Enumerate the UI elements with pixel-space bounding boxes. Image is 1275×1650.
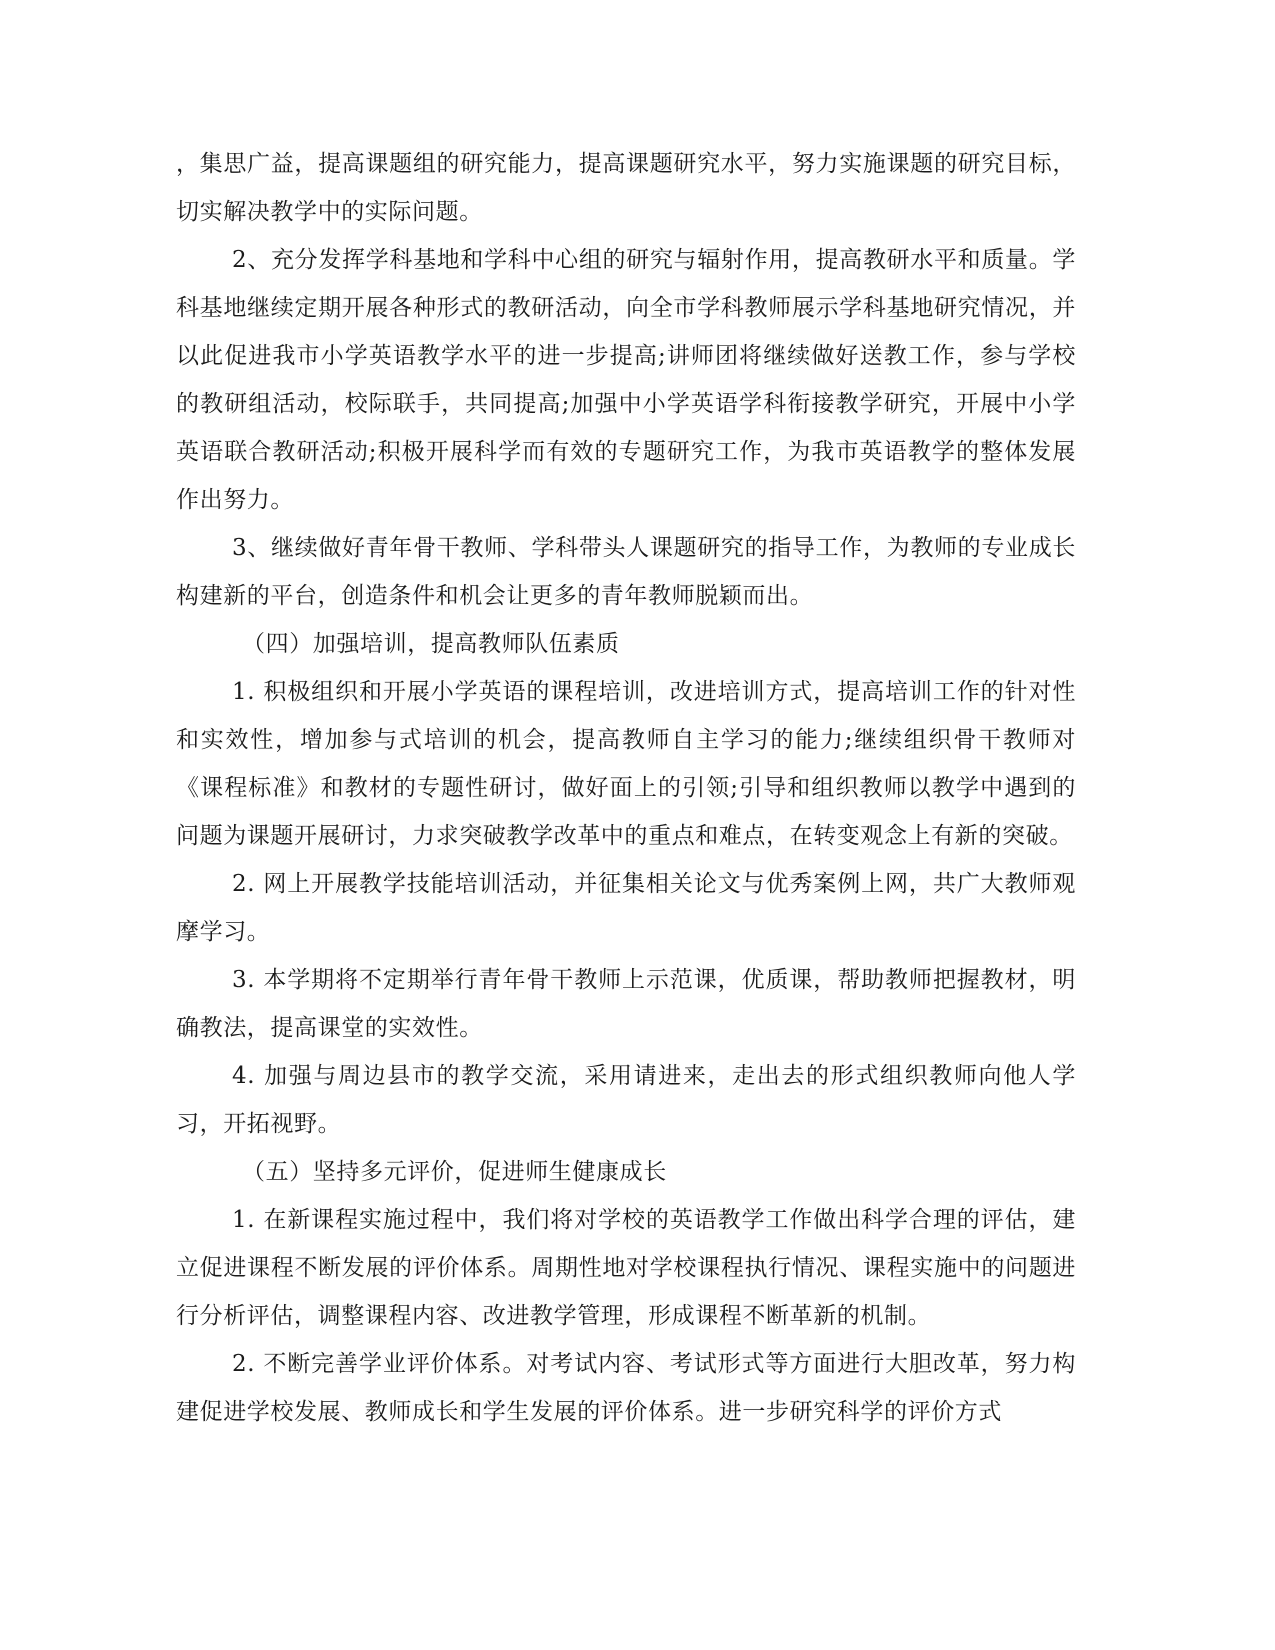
paragraph-evaluation-2: 2. 不断完善学业评价体系。对考试内容、考试形式等方面进行大胆改革，努力构建促进学校发展、教师成长和学生发展的评价体系。进一步研究科学的评价方式 — [176, 1351, 1076, 1425]
section-heading-4: （四）加强培训，提高教师队伍素质 — [242, 631, 620, 657]
paragraph-training-1: 1. 积极组织和开展小学英语的课程培训，改进培训方式，提高培训工作的针对性和实效性，增加参与式培训的机会，提高教师自主学习的能力;继续组织骨干教师对《课程标准》和教材的专题性研讨，做好面上的引领;引导和组织教师以教学中遇到的问题为课题开展研讨，力求突破教学改革中的重点和难点，在转变观念上有新的突破。 — [176, 679, 1076, 849]
paragraph-evaluation-1: 1. 在新课程实施过程中，我们将对学校的英语教学工作做出科学合理的评估，建立促进课程不断发展的评价体系。周期性地对学校课程执行情况、课程实施中的问题进行分析评估，调整课程内容、改进教学管理，形成课程不断革新的机制。 — [176, 1207, 1076, 1329]
paragraph-item-3: 3、继续做好青年骨干教师、学科带头人课题研究的指导工作，为教师的专业成长构建新的平台，创造条件和机会让更多的青年教师脱颖而出。 — [176, 535, 1076, 609]
paragraph-training-2: 2. 网上开展教学技能培训活动，并征集相关论文与优秀案例上网，共广大教师观摩学习。 — [176, 871, 1076, 945]
paragraph-training-4: 4. 加强与周边县市的教学交流，采用请进来，走出去的形式组织教师向他人学习，开拓视野。 — [176, 1063, 1076, 1137]
document-body — [176, 140, 1076, 1436]
paragraph-continuation: ，集思广益，提高课题组的研究能力，提高课题研究水平，努力实施课题的研究目标，切实解决教学中的实际问题。 — [176, 151, 1076, 225]
paragraph-item-2: 2、充分发挥学科基地和学科中心组的研究与辐射作用，提高教研水平和质量。学科基地继续定期开展各种形式的教研活动，向全市学科教师展示学科基地研究情况，并以此促进我市小学英语教学水平的进一步提高;讲师团将继续做好送教工作，参与学校的教研组活动，校际联手，共同提高;加强中小学英语学科衔接教学研究，开展中小学英语联合教研活动;积极开展科学而有效的专题研究工作，为我市英语教学的整体发展作出努力。 — [176, 247, 1076, 513]
paragraph-training-3: 3. 本学期将不定期举行青年骨干教师上示范课，优质课，帮助教师把握教材，明确教法，提高课堂的实效性。 — [176, 967, 1076, 1041]
section-heading-5: （五）坚持多元评价，促进师生健康成长 — [242, 1159, 667, 1185]
